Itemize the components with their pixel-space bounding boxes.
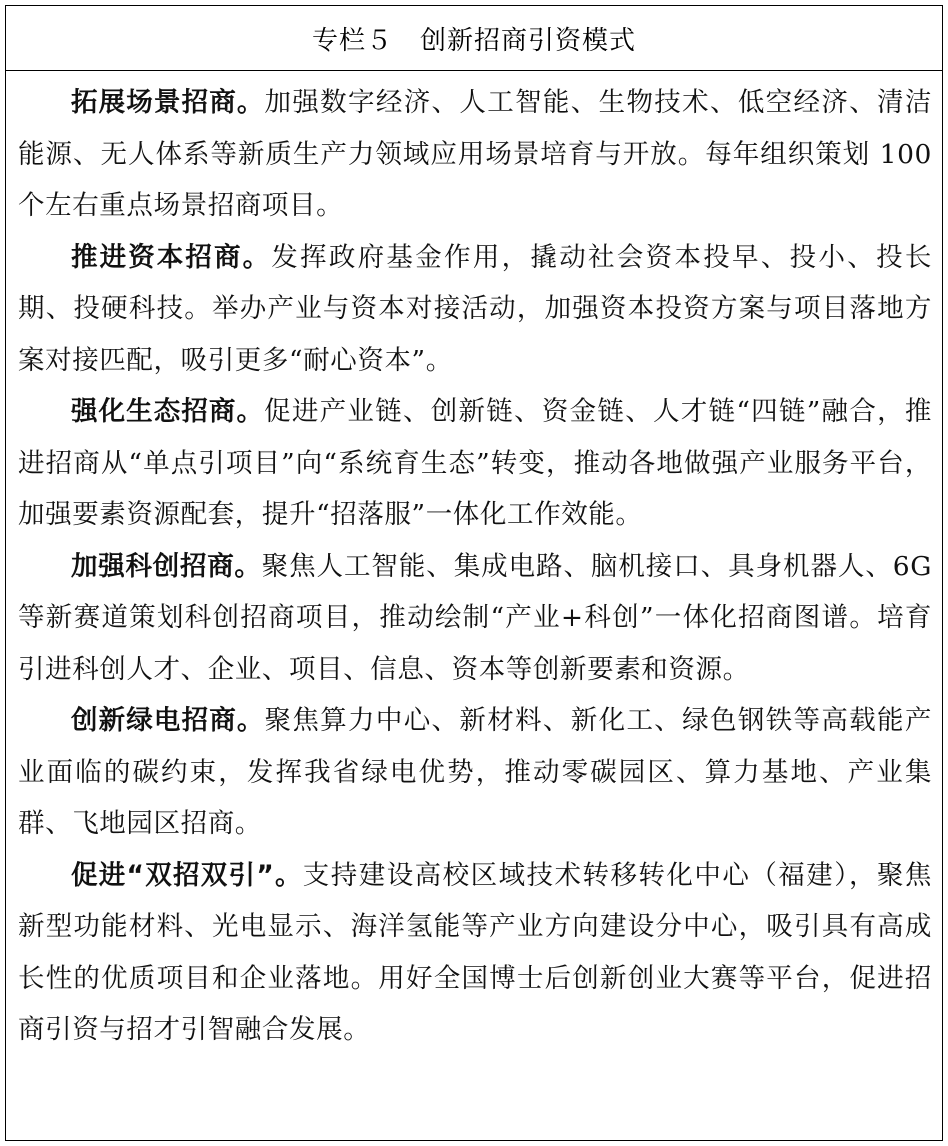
paragraph-lead: 推进资本招商。	[71, 241, 272, 273]
paragraph-body: 支持建设高校区域技术转移转化中心（福建），聚焦新型功能材料、光电显示、海洋氢能等产业方向建设分中心，吸引具有高成长性的优质项目和企业落地。用好全国博士后创新创业大赛等平台，促进招商引资与招才引智融合发展。	[18, 859, 932, 1045]
paragraph-body: 聚焦人工智能、集成电路、脑机接口、具身机器人、6G 等新赛道策划科创招商项目，推动绘制“产业+科创”一体化招商图谱。培育引进科创人才、企业、项目、信息、资本等创新要素和资源。	[18, 550, 932, 685]
paragraph-tech-innovation	[18, 541, 932, 696]
paragraph-body: 聚焦算力中心、新材料、新化工、绿色钢铁等高载能产业面临的碳约束，发挥我省绿电优势，推动零碳园区、算力基地、产业集群、飞地园区招商。	[18, 705, 932, 839]
paragraph-dual-recruitment	[18, 850, 932, 1056]
paragraph-body: 加强数字经济、人工智能、生物技术、低空经济、清洁能源、无人体系等新质生产力领域应用场景培育与开放。每年组织策划 100 个左右重点场景招商项目。	[18, 87, 932, 221]
paragraph-lead: 创新绿电招商。	[71, 705, 265, 736]
paragraph-capital	[18, 232, 932, 387]
box-title: 专栏５ 创新招商引资模式	[6, 6, 942, 71]
paragraph-lead: 拓展场景招商。	[71, 87, 265, 118]
paragraph-lead: 强化生态招商。	[71, 396, 265, 427]
paragraph-ecosystem	[18, 386, 932, 541]
paragraph-body: 促进产业链、创新链、资金链、人才链“四链”融合，推进招商从“单点引项目”向“系统育生态”转变，推动各地做强产业服务平台，加强要素资源配套，提升“招落服”一体化工作效能。	[18, 396, 932, 530]
paragraph-green-power	[18, 695, 932, 850]
paragraph-scenario	[18, 77, 932, 232]
box-content	[6, 71, 942, 1056]
paragraph-body: 发挥政府基金作用，撬动社会资本投早、投小、投长期、投硬科技。举办产业与资本对接活动，加强资本投资方案与项目落地方案对接匹配，吸引更多“耐心资本”。	[18, 241, 932, 376]
paragraph-lead: 促进“双招双引”。	[71, 859, 303, 891]
info-box	[5, 5, 943, 1141]
paragraph-lead: 加强科创招商。	[71, 550, 262, 582]
